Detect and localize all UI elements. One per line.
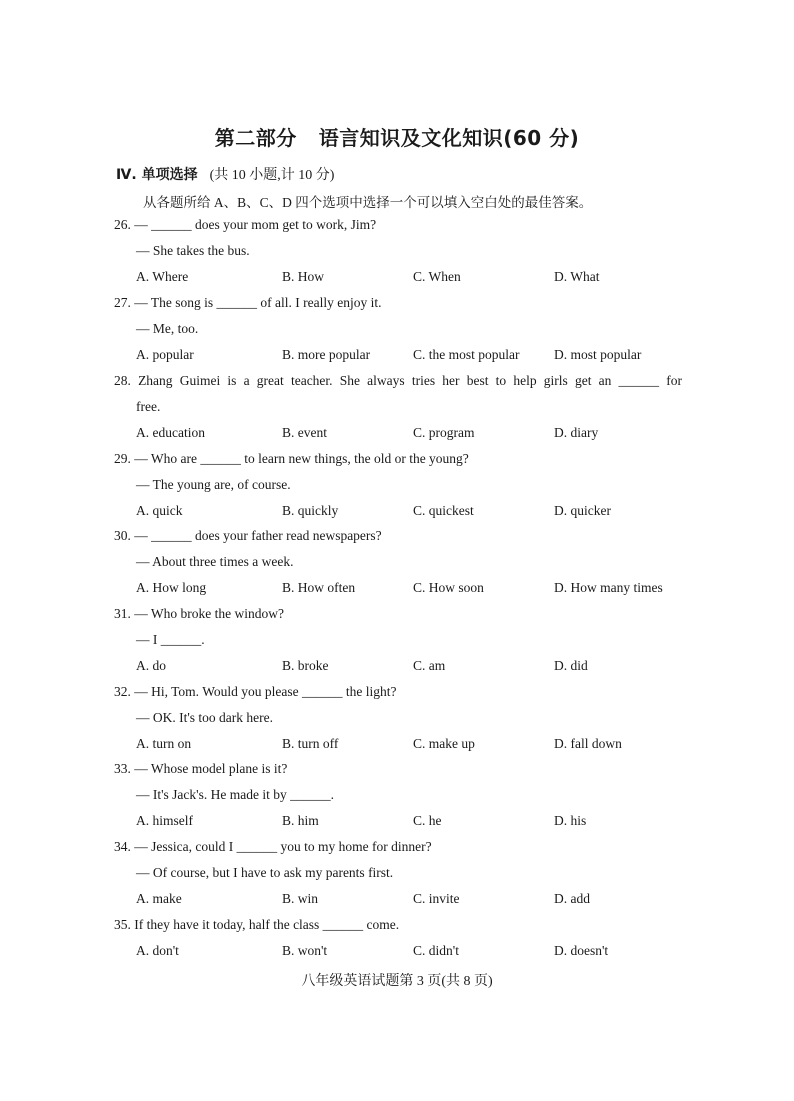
option-c[interactable]: C. invite xyxy=(413,891,460,906)
option-d[interactable]: D. did xyxy=(554,658,588,673)
option-d[interactable]: D. his xyxy=(554,813,587,828)
section-heading xyxy=(116,164,334,184)
question-35 xyxy=(114,912,694,964)
question-stem: 33. — Whose model plane is it? xyxy=(114,761,288,776)
question-reply: — She takes the bus. xyxy=(136,243,250,258)
option-c[interactable]: C. the most popular xyxy=(413,347,520,362)
question-reply: — Me, too. xyxy=(136,321,199,336)
option-a[interactable]: A. popular xyxy=(136,347,194,362)
options-row xyxy=(114,498,694,524)
part-name: 语言知识及文化知识(60 分) xyxy=(318,126,580,150)
option-c[interactable]: C. program xyxy=(413,425,475,440)
options-row xyxy=(114,808,694,834)
option-d[interactable]: D. diary xyxy=(554,425,599,440)
question-33 xyxy=(114,756,694,834)
option-d[interactable]: D. fall down xyxy=(554,736,622,751)
question-32 xyxy=(114,679,694,757)
option-b[interactable]: B. won't xyxy=(282,943,328,958)
option-b[interactable]: B. broke xyxy=(282,658,329,673)
section-label: Ⅳ. 单项选择 xyxy=(116,167,198,183)
question-26 xyxy=(114,212,694,290)
options-row xyxy=(114,886,694,912)
option-a[interactable]: A. make xyxy=(136,891,182,906)
question-stem: 31. — Who broke the window? xyxy=(114,606,284,621)
options-row xyxy=(114,731,694,757)
option-a[interactable]: A. don't xyxy=(136,943,179,958)
option-a[interactable]: A. education xyxy=(136,425,205,440)
question-reply: — About three times a week. xyxy=(136,554,294,569)
options-row xyxy=(114,420,694,446)
options-row xyxy=(114,342,694,368)
part-title xyxy=(0,122,794,151)
question-stem: 27. — The song is ______ of all. I really enjoy it. xyxy=(114,295,382,310)
option-d[interactable]: D. How many times xyxy=(554,580,663,595)
question-stem: 32. — Hi, Tom. Would you please ______ the light? xyxy=(114,684,397,699)
option-a[interactable]: A. do xyxy=(136,658,166,673)
option-c[interactable]: C. he xyxy=(413,813,442,828)
instruction-text: 从各题所给 A、B、C、D 四个选项中选择一个可以填入空白处的最佳答案。 xyxy=(143,195,593,210)
option-d[interactable]: D. quicker xyxy=(554,503,611,518)
page-footer: 八年级英语试题第 3 页(共 8 页) xyxy=(301,974,493,989)
option-c[interactable]: C. am xyxy=(413,658,446,673)
option-b[interactable]: B. How xyxy=(282,269,325,284)
question-reply: — Of course, but I have to ask my parents first. xyxy=(136,865,394,880)
question-30 xyxy=(114,523,694,601)
section-note: (共 10 小题,计 10 分) xyxy=(209,168,335,183)
option-b[interactable]: B. more popular xyxy=(282,347,371,362)
question-28 xyxy=(114,368,694,446)
option-a[interactable]: A. Where xyxy=(136,269,189,284)
question-stem: 35. If they have it today, half the class ______ come. xyxy=(114,917,400,932)
option-c[interactable]: C. make up xyxy=(413,736,475,751)
option-b[interactable]: B. quickly xyxy=(282,503,339,518)
question-31 xyxy=(114,601,694,679)
option-b[interactable]: B. win xyxy=(282,891,319,906)
option-a[interactable]: A. How long xyxy=(136,580,207,595)
options-row xyxy=(114,938,694,964)
option-d[interactable]: D. most popular xyxy=(554,347,642,362)
question-stem: 29. — Who are ______ to learn new things, the old or the young? xyxy=(114,451,469,466)
option-b[interactable]: B. event xyxy=(282,425,327,440)
option-a[interactable]: A. quick xyxy=(136,503,183,518)
question-stem: 30. — ______ does your father read newspapers? xyxy=(114,528,382,543)
question-reply: — OK. It's too dark here. xyxy=(136,710,274,725)
option-c[interactable]: C. quickest xyxy=(413,503,474,518)
options-row xyxy=(114,653,694,679)
option-d[interactable]: D. doesn't xyxy=(554,943,609,958)
question-stem: 28. Zhang Guimei is a great teacher. She always tries her best to help girls get an ______ for xyxy=(114,373,682,388)
question-stem: 34. — Jessica, could I ______ you to my home for dinner? xyxy=(114,839,432,854)
option-a[interactable]: A. himself xyxy=(136,813,193,828)
question-stem-continued: free. xyxy=(136,399,161,414)
option-b[interactable]: B. him xyxy=(282,813,319,828)
options-row xyxy=(114,575,694,601)
option-a[interactable]: A. turn on xyxy=(136,736,192,751)
options-row xyxy=(114,264,694,290)
option-d[interactable]: D. add xyxy=(554,891,590,906)
option-d[interactable]: D. What xyxy=(554,269,600,284)
option-c[interactable]: C. When xyxy=(413,269,461,284)
question-reply: — I ______. xyxy=(136,632,205,647)
question-27 xyxy=(114,290,694,368)
option-c[interactable]: C. How soon xyxy=(413,580,484,595)
question-reply: — It's Jack's. He made it by ______. xyxy=(136,787,334,802)
option-b[interactable]: B. turn off xyxy=(282,736,339,751)
option-c[interactable]: C. didn't xyxy=(413,943,459,958)
question-stem: 26. — ______ does your mom get to work, Jim? xyxy=(114,217,377,232)
option-b[interactable]: B. How often xyxy=(282,580,356,595)
question-reply: — The young are, of course. xyxy=(136,477,291,492)
part-label: 第二部分 xyxy=(214,126,297,150)
question-34 xyxy=(114,834,694,912)
question-29 xyxy=(114,446,694,524)
